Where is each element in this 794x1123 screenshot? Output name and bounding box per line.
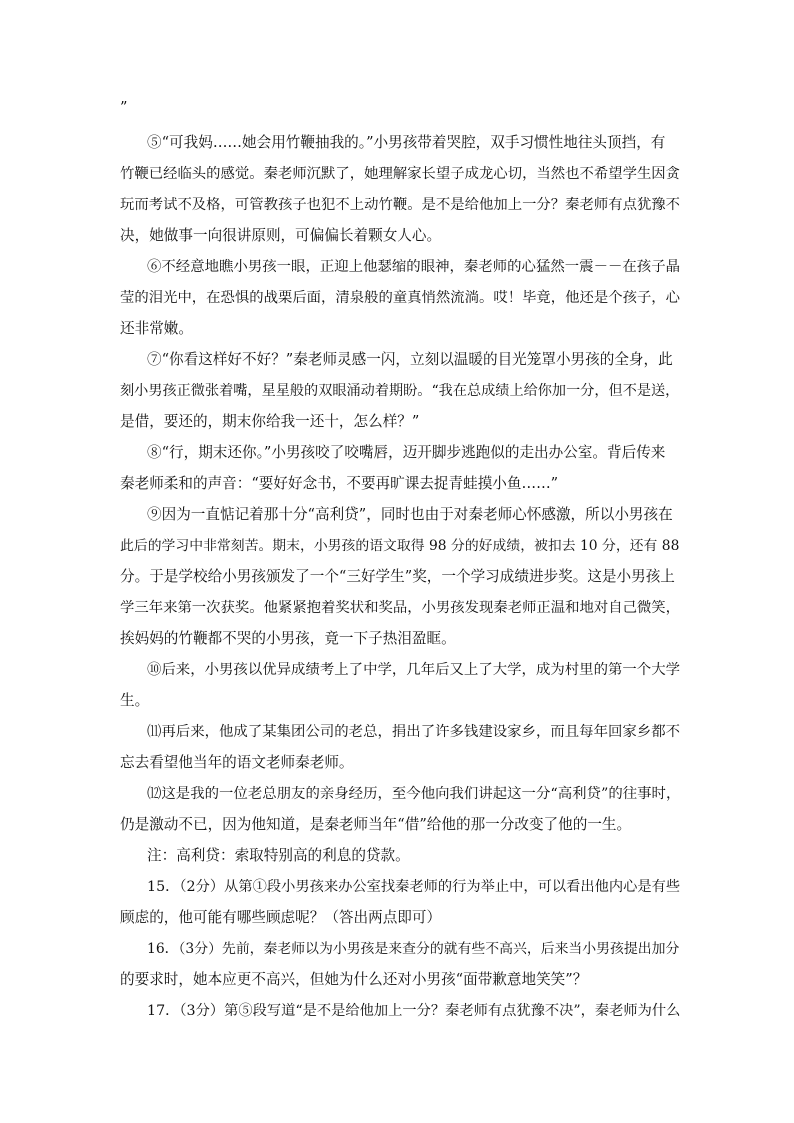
text-line: 忘去看望他当年的语文老师秦老师。 xyxy=(120,754,354,771)
text-line: ⑾再后来，他成了某集团公司的老总，捐出了许多钱建设家乡，而且每年回家乡都不 xyxy=(147,724,681,740)
text-line: ⑥不经意地瞧小男孩一眼，正迎上他瑟缩的眼神，秦老师的心猛然一震－－在孩子晶 xyxy=(147,259,681,275)
text-line: 此后的学习中非常刻苦。期末，小男孩的语文取得 98 分的好成绩，被扣去 10 分，还有 88 xyxy=(120,538,680,554)
question-15: 15．（2分）从第①段小男孩来办公室找秦老师的行为举止中，可以看出他内心是有些 xyxy=(147,879,681,895)
text-line: 挨妈妈的竹鞭都不哭的小男孩，竟一下子热泪盈眶。 xyxy=(120,630,456,647)
text-line: ” xyxy=(120,99,128,116)
text-line: ⑤“可我妈……她会用竹鞭抽我的。”小男孩带着哭腔，双手习惯性地往头顶挡，有 xyxy=(147,134,666,151)
text-line: 还非常嫩。 xyxy=(120,320,193,337)
text-line: 学三年来第一次获奖。他紧紧抱着奖状和奖品，小男孩发现秦老师正温和地对自己微笑， xyxy=(120,600,681,616)
text-line: ⑦“你看这样好不好？”秦老师灵感一闪，立刻以温暖的目光笼罩小男孩的全身，此 xyxy=(147,351,673,368)
text-line: ⑨因为一直惦记着那十分“高利贷”，同时也由于对秦老师心怀感激，所以小男孩在 xyxy=(147,506,673,523)
text-line: 决，她做事一向很讲原则，可偏偏长着颗女人心。 xyxy=(120,227,442,244)
text-line: ⑩后来，小男孩以优异成绩考上了中学，几年后又上了大学，成为村里的第一个大学 xyxy=(147,662,681,678)
question-16-cont: 的要求时，她本应更不高兴，但她为什么还对小男孩“面带歉意地笑笑”？ xyxy=(120,971,588,988)
note-line: 注：高利贷：索取特别高的利息的贷款。 xyxy=(147,847,410,864)
text-line: 生。 xyxy=(120,692,150,709)
question-15-cont: 顾虑的，他可能有哪些顾虑呢？（答出两点即可） xyxy=(120,909,442,926)
text-line: ⑿这是我的一位老总朋友的亲身经历，至今他向我们讲起这一分“高利贷”的往事时， xyxy=(147,786,681,802)
text-line: 玩而考试不及格，可管教孩子也犯不上动竹鞭。是不是给他加上一分？秦老师有点犹豫不 xyxy=(120,197,681,213)
text-line: 分。于是学校给小男孩颁发了一个“三好学生”奖，一个学习成绩进步奖。这是小男孩上 xyxy=(120,568,675,585)
text-line: 仍是激动不已，因为他知道，是秦老师当年“借”给他的那一分改变了他的一生。 xyxy=(120,816,632,833)
text-line: ⑧“行，期末还你。”小男孩咬了咬嘴唇，迈开脚步逃跑似的走出办公室。背后传来 xyxy=(147,444,666,461)
question-17: 17．（3分）第⑤段写道“是不是给他加上一分？秦老师有点犹豫不决”，秦老师为什么 xyxy=(147,1003,681,1019)
text-line: 竹鞭已经临头的感觉。秦老师沉默了，她理解家长望子成龙心切，当然也不希望学生因贪 xyxy=(120,166,681,182)
text-line: 刻小男孩正微张着嘴，星星般的双眼涌动着期盼。“我在总成绩上给你加一分，但不是送， xyxy=(120,383,680,399)
text-line: 是借，要还的，期末你给我一还十，怎么样？” xyxy=(120,413,420,430)
text-line: 莹的泪光中，在恐惧的战栗后面，清泉般的童真悄然流淌。哎！毕竟，他还是个孩子，心 xyxy=(120,290,681,306)
text-line: 秦老师柔和的声音：“要好好念书，不要再旷课去捉青蛙摸小鱼……” xyxy=(120,475,559,492)
question-16: 16．（3分）先前，秦老师以为小男孩是来查分的就有些不高兴，后来当小男孩提出加分 xyxy=(147,941,680,957)
